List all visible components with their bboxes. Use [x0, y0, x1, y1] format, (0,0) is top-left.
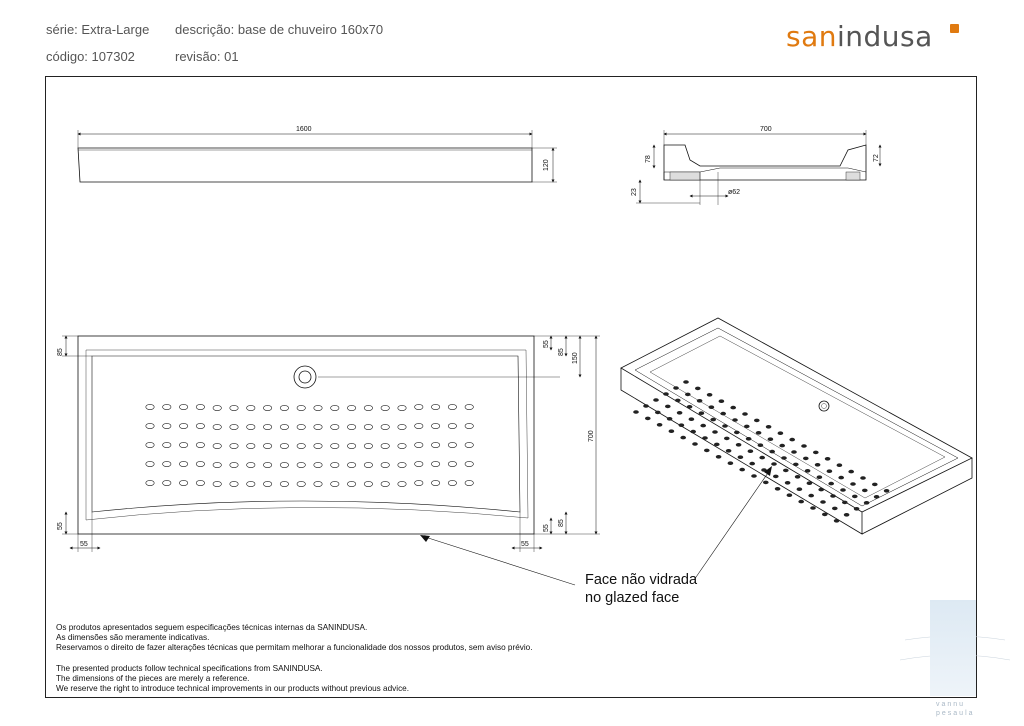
drain-hole [716, 455, 722, 459]
dim-width-side: 700 [760, 126, 772, 133]
drain-hole [825, 457, 831, 461]
note-pt-1: Os produtos apresentados seguem especificações técnicas internas da SANINDUSA. [56, 623, 368, 632]
dim-width-plan: 700 [588, 430, 595, 442]
drain-hole [314, 443, 322, 448]
drain-hole [398, 405, 406, 410]
drain-hole [247, 405, 255, 410]
drain-hole [381, 443, 389, 448]
drain-hole [675, 399, 681, 403]
drain-hole [657, 423, 663, 427]
drain-hole [230, 424, 238, 429]
drain-hole [247, 462, 255, 467]
drain-hole [817, 475, 823, 479]
drain-hole [700, 424, 706, 428]
drain-hole [728, 461, 734, 465]
drain-hole [247, 481, 255, 486]
drain-hole [398, 462, 406, 467]
drain-hole [196, 423, 204, 428]
drain-hole [680, 436, 686, 440]
drain-hole [744, 425, 750, 429]
logo-indusa: indusa [837, 20, 933, 53]
dim-drain-offset: 150 [572, 352, 579, 364]
drain-hole [297, 462, 305, 467]
drain-hole [746, 437, 752, 441]
drain-hole [709, 405, 715, 409]
drain-hole [773, 475, 779, 479]
drain-hole [736, 443, 742, 447]
dim-height: 120 [543, 159, 550, 171]
drain-hole [818, 488, 824, 492]
dim-bottom-right-85: 85 [558, 519, 565, 527]
drain-hole [297, 424, 305, 429]
callout-arrow-plan [420, 535, 430, 542]
drain-hole [146, 442, 154, 447]
drain-hole [840, 488, 846, 492]
drain-hole [860, 476, 866, 480]
drain-hole [431, 423, 439, 428]
drain-hole [854, 507, 860, 511]
drain-hole [297, 481, 305, 486]
drain-hole [697, 399, 703, 403]
drain-hole [415, 480, 423, 485]
callout-leader-iso [694, 470, 770, 580]
drain-hole [163, 442, 171, 447]
drain-hole [830, 494, 836, 498]
drain-hole [415, 423, 423, 428]
drain-hole [347, 481, 355, 486]
drain-hole [364, 443, 372, 448]
drain-hole [146, 423, 154, 428]
drain-hole [820, 500, 826, 504]
drain-hole [448, 461, 456, 466]
drain-hole [347, 443, 355, 448]
drain-hole [795, 475, 801, 479]
drain-hole [179, 461, 187, 466]
drain-hole [785, 481, 791, 485]
dim-foot-height: 23 [631, 188, 638, 196]
drain-hole [398, 443, 406, 448]
drain-hole [415, 404, 423, 409]
drain-hole [690, 430, 696, 434]
drain-hole [431, 404, 439, 409]
drain-hole [465, 442, 473, 447]
drain-hole [815, 463, 821, 467]
dim-right-top-85: 85 [558, 348, 565, 356]
drain-hole [163, 423, 171, 428]
drain-hole [864, 501, 870, 505]
drain-hole [791, 450, 797, 454]
dim-rim-height: 72 [873, 154, 880, 162]
drain-hole [738, 455, 744, 459]
drain-hole [827, 469, 833, 473]
drain-hole [448, 404, 456, 409]
drain-hole [710, 418, 716, 422]
drain-hole [781, 456, 787, 460]
drain-hole [196, 461, 204, 466]
drain-hole [230, 405, 238, 410]
drain-hole [801, 444, 807, 448]
drain-hole [828, 482, 834, 486]
drain-hole [431, 442, 439, 447]
drain-hole [862, 489, 868, 493]
drain-hole [331, 462, 339, 467]
drain-hole [695, 387, 701, 391]
drain-hole [280, 462, 288, 467]
drain-hole [381, 481, 389, 486]
drain-hole [163, 461, 171, 466]
drain-hole [263, 405, 271, 410]
drain-hole [645, 417, 651, 421]
watermark-panel [930, 600, 976, 696]
drain-hole [146, 404, 154, 409]
drain-hole [381, 405, 389, 410]
note-en-1: The presented products follow technical specifications from SANINDUSA. [56, 664, 323, 673]
drain-hole [331, 405, 339, 410]
drain-hole [364, 405, 372, 410]
note-en-3: We reserve the right to introduce technical improvements in our products without previous advice. [56, 684, 409, 693]
dim-right-margin: 55 [521, 541, 529, 548]
drain-hole [213, 462, 221, 467]
drain-hole [803, 457, 809, 461]
drain-hole [783, 469, 789, 473]
drain-hole [297, 443, 305, 448]
drain-hole [673, 386, 679, 390]
drain-hole [431, 480, 439, 485]
drain-hole [766, 425, 772, 429]
drain-hole [763, 481, 769, 485]
drain-hole [415, 442, 423, 447]
drain-hole [732, 418, 738, 422]
drain-hole [230, 462, 238, 467]
drain-hole [633, 410, 639, 414]
drain-hole [751, 474, 757, 478]
drain-hole [314, 462, 322, 467]
drain-hole [726, 449, 732, 453]
drain-hole [720, 412, 726, 416]
drain-hole [848, 470, 854, 474]
drain-hole [719, 399, 725, 403]
drain-hole [805, 469, 811, 473]
logo-san: san [786, 20, 837, 53]
serie-label: série: Extra-Large [46, 22, 150, 37]
drain-hole [742, 412, 748, 416]
drain-hole [314, 481, 322, 486]
drain-hole [852, 495, 858, 499]
drain-hole [163, 404, 171, 409]
drain-hole [834, 519, 840, 523]
drain-hole [196, 480, 204, 485]
drain-hole [683, 380, 689, 384]
watermark-line2: pesaula [936, 710, 975, 717]
drain-hole [230, 481, 238, 486]
watermark-line1: vannu [936, 701, 966, 708]
note-pt-2: As dimensões são meramente indicativas. [56, 633, 210, 642]
drain-hole [754, 419, 760, 423]
side-section [636, 130, 880, 205]
drain-hole [263, 462, 271, 467]
drain-hole [146, 461, 154, 466]
drain-hole [704, 449, 710, 453]
drain-hole [850, 482, 856, 486]
drain-hole [280, 405, 288, 410]
drain-hole [297, 405, 305, 410]
drain-hole [798, 500, 804, 504]
drain-hole [749, 462, 755, 466]
drain-hole [775, 487, 781, 491]
callout-text-pt: Face não vidrada [585, 572, 698, 588]
front-elevation [78, 130, 557, 182]
dim-bottom-left-55: 55 [57, 522, 64, 530]
drain-hole [714, 443, 720, 447]
drain-hole [213, 405, 221, 410]
drain-hole [793, 463, 799, 467]
drain-hole [707, 393, 713, 397]
drain-hole [398, 424, 406, 429]
drain-hole [196, 442, 204, 447]
callout-leader-plan [422, 536, 575, 585]
drain-hole [844, 513, 850, 517]
drain-hole [779, 444, 785, 448]
drain-hole [653, 398, 659, 402]
drain-hole [838, 476, 844, 480]
drain-hole [655, 411, 661, 415]
drain-hole [465, 480, 473, 485]
dim-top-rim: 85 [57, 348, 64, 356]
drain-hole [314, 424, 322, 429]
drain-hole [771, 462, 777, 466]
note-pt-3: Reservamos o direito de fazer alterações técnicas que permitam melhorar a funcionalidade dos nossos produtos, sem aviso prévio. [56, 643, 533, 652]
drain-hole [280, 443, 288, 448]
drain-hole [842, 501, 848, 505]
drain-hole [230, 443, 238, 448]
drain-hole [331, 481, 339, 486]
drain-hole [663, 392, 669, 396]
drain-hole [146, 480, 154, 485]
drain-hole [163, 480, 171, 485]
drain-hole [677, 411, 683, 415]
drain-hole [643, 404, 649, 408]
drain-hole [263, 424, 271, 429]
drain-hole [687, 405, 693, 409]
drain-hole [247, 424, 255, 429]
drain-hole [789, 438, 795, 442]
drain-hole [314, 405, 322, 410]
drain-hole [213, 443, 221, 448]
drain-hole [448, 442, 456, 447]
drain-hole [874, 495, 880, 499]
revision-label: revisão: 01 [175, 49, 239, 64]
drain-hole [280, 481, 288, 486]
drain-hole [822, 513, 828, 517]
drain-hole [734, 431, 740, 435]
note-en-2: The dimensions of the pieces are merely a reference. [56, 674, 250, 683]
drain-hole [679, 423, 685, 427]
dim-left-margin: 55 [80, 541, 88, 548]
drain-hole [769, 450, 775, 454]
drain-hole [347, 462, 355, 467]
description-label: descrição: base de chuveiro 160x70 [175, 22, 384, 37]
dim-length: 1600 [296, 126, 312, 133]
drain-hole [730, 406, 736, 410]
drain-hole [807, 481, 813, 485]
drain-hole [722, 424, 728, 428]
drain-hole [759, 456, 765, 460]
isometric-view [621, 318, 972, 534]
drain-hole [465, 404, 473, 409]
drain-hole [665, 405, 671, 409]
code-label: código: 107302 [46, 49, 135, 64]
drain-hole [797, 487, 803, 491]
drain-hole [692, 442, 698, 446]
drain-hole [832, 507, 838, 511]
drain-hole [347, 405, 355, 410]
dim-bottom-right-55: 55 [543, 524, 550, 532]
drain-hole [669, 429, 675, 433]
drain-hole [699, 411, 705, 415]
drain-hole [724, 437, 730, 441]
drain-hole [810, 506, 816, 510]
drain-hole [667, 417, 673, 421]
drain-hole [808, 494, 814, 498]
drain-hole [465, 423, 473, 428]
drain-hole [415, 461, 423, 466]
drain-hole [787, 493, 793, 497]
drain-hole [872, 483, 878, 487]
drain-hole [465, 461, 473, 466]
dim-drain-diameter: ø62 [728, 189, 741, 196]
drain-hole [364, 462, 372, 467]
drain-hole [179, 480, 187, 485]
drain-hole [778, 431, 784, 435]
drain-hole [431, 461, 439, 466]
drain-hole [179, 404, 187, 409]
drain-hole [689, 417, 695, 421]
drain-hole [768, 437, 774, 441]
drain-hole [213, 481, 221, 486]
drain-hole [331, 443, 339, 448]
drain-hole [364, 424, 372, 429]
drain-hole [263, 443, 271, 448]
drain-hole [364, 481, 372, 486]
drain-hole [748, 449, 754, 453]
dim-depth-inner: 78 [645, 155, 652, 163]
dim-right-top-55: 55 [543, 340, 550, 348]
plan-view [62, 336, 600, 552]
drain-hole [381, 424, 389, 429]
plan-drain-holes [146, 404, 474, 486]
drain-hole [398, 481, 406, 486]
drain-hole [739, 468, 745, 472]
drain-hole [758, 443, 764, 447]
drain-hole [179, 442, 187, 447]
drain-hole [263, 481, 271, 486]
drain-hole [448, 423, 456, 428]
drain-hole [837, 463, 843, 467]
drain-hole [702, 436, 708, 440]
drain-hole [347, 424, 355, 429]
drain-hole [712, 430, 718, 434]
drain-hole [884, 489, 890, 493]
drain-hole [381, 462, 389, 467]
drain-hole [448, 480, 456, 485]
drain-hole [247, 443, 255, 448]
drain-hole [196, 404, 204, 409]
drain-hole [685, 393, 691, 397]
drain-hole [756, 431, 762, 435]
drain-hole [179, 423, 187, 428]
callout-text-en: no glazed face [585, 590, 680, 606]
drain-hole [280, 424, 288, 429]
drain-hole [813, 451, 819, 455]
drain-hole [331, 424, 339, 429]
drain-hole [213, 424, 221, 429]
